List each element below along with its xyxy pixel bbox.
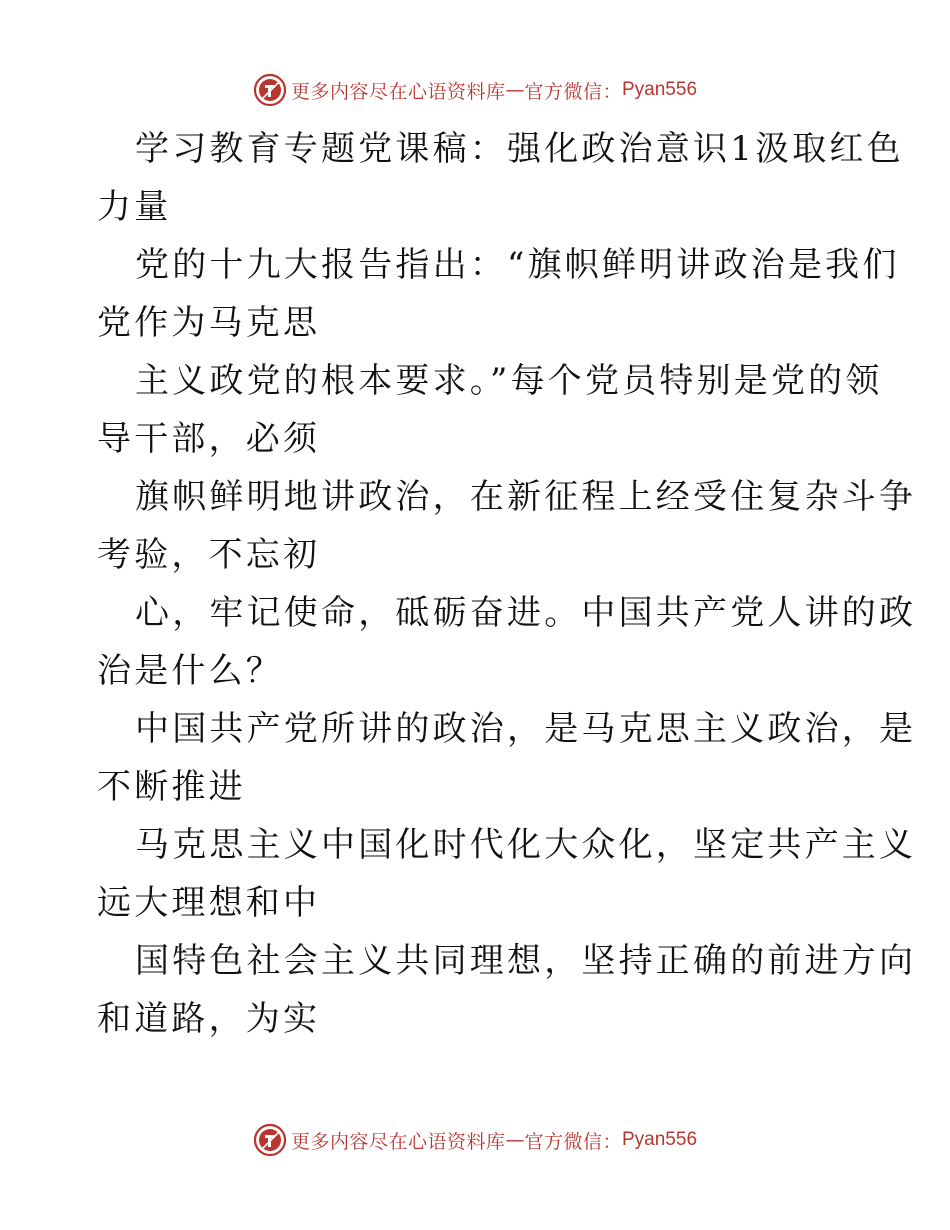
paragraph-6 bbox=[97, 700, 917, 816]
paragraph-line: 心，牢记使命，砥砺奋进。中国共产党人讲的政 bbox=[135, 593, 917, 633]
paragraph-line: 学习教育专题党课稿：强化政治意识1汲取红色 bbox=[135, 129, 904, 169]
watermark-text: 更多内容尽在心语资料库 bbox=[290, 80, 506, 103]
document-body bbox=[97, 120, 917, 1048]
header-watermark bbox=[0, 70, 950, 110]
paragraph-line: 导干部，必须 bbox=[97, 419, 321, 459]
paragraph-line: 党的十九大报告指出：“旗帜鲜明讲政治是我们 bbox=[135, 245, 900, 285]
paragraph-line: 旗帜鲜明地讲政治，在新征程上经受住复杂斗争 bbox=[135, 477, 917, 517]
paragraph-line: 中国共产党所讲的政治，是马克思主义政治，是 bbox=[135, 709, 917, 749]
logo-icon bbox=[253, 1123, 287, 1157]
paragraph-5 bbox=[97, 584, 917, 700]
paragraph-8 bbox=[97, 932, 917, 1048]
paragraph-line: 远大理想和中 bbox=[97, 883, 321, 923]
watermark-wechat-id: Pyan556 bbox=[622, 79, 698, 100]
watermark-wechat-id: Pyan556 bbox=[622, 1129, 698, 1150]
watermark-text: 更多内容尽在心语资料库 bbox=[290, 1130, 506, 1153]
paragraph-line: 党作为马克思 bbox=[97, 303, 321, 343]
paragraph-line: 考验，不忘初 bbox=[97, 535, 321, 575]
paragraph-line: 不断推进 bbox=[97, 767, 246, 807]
paragraph-line: 国特色社会主义共同理想，坚持正确的前进方向 bbox=[135, 941, 917, 981]
watermark-wechat-label: 官方微信： bbox=[524, 80, 622, 103]
watermark-separator: — bbox=[505, 79, 525, 101]
paragraph-3 bbox=[97, 352, 883, 468]
paragraph-7 bbox=[97, 816, 917, 932]
paragraph-line: 力量 bbox=[97, 187, 172, 227]
paragraph-line: 治是什么？ bbox=[97, 651, 283, 691]
watermark-separator: — bbox=[505, 1129, 525, 1151]
paragraph-1 bbox=[97, 120, 904, 236]
watermark-wechat-label: 官方微信： bbox=[524, 1130, 622, 1153]
paragraph-line: 和道路，为实 bbox=[97, 999, 321, 1039]
logo-icon bbox=[253, 73, 287, 107]
footer-watermark bbox=[0, 1120, 950, 1160]
paragraph-4 bbox=[97, 468, 917, 584]
paragraph-2 bbox=[97, 236, 900, 352]
paragraph-line: 马克思主义中国化时代化大众化，坚定共产主义 bbox=[135, 825, 917, 865]
paragraph-line: 主义政党的根本要求。”每个党员特别是党的领 bbox=[135, 361, 883, 401]
